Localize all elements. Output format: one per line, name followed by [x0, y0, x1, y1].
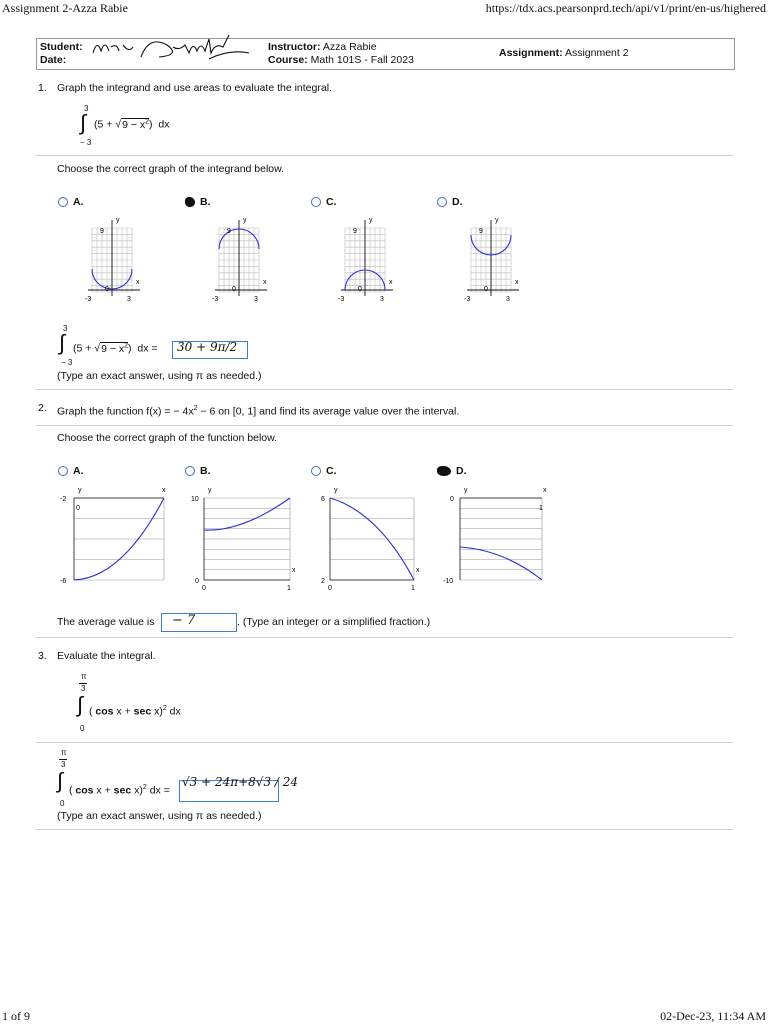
q2-graph-b — [192, 482, 302, 594]
y-axis-label: y — [464, 487, 468, 494]
q2-answer-prefix: The average value is — [57, 616, 155, 628]
q2-handwritten-answer: − 7 — [172, 613, 196, 628]
q2-option-c[interactable]: C. — [311, 465, 337, 477]
x-axis-label: x — [515, 279, 519, 286]
q1-upper-limit: 3 — [84, 104, 89, 113]
integral-sign: ∫ — [57, 768, 64, 793]
y-axis-label: y — [208, 487, 212, 494]
x-tick-label: 0 — [202, 585, 206, 592]
y-axis-label: y — [334, 487, 338, 494]
q3-prompt: Evaluate the integral. — [57, 650, 156, 662]
page-number: 1 of 9 — [2, 1009, 30, 1023]
origin-label: 0 — [105, 286, 109, 293]
q1-option-a[interactable]: A. — [58, 196, 84, 208]
y-tick-label: 10 — [191, 496, 199, 503]
x-axis-label: x — [136, 279, 140, 286]
y-tick-label: 9 — [100, 228, 104, 235]
divider — [36, 389, 733, 390]
q1-hint: (Type an exact answer, using π as needed.) — [57, 370, 262, 382]
y-axis-label: y — [78, 487, 82, 494]
dx-equals: dx = — [137, 342, 158, 355]
q2-graph-a — [62, 482, 172, 586]
course-name: Math 101S - Fall 2023 — [310, 54, 414, 66]
x-tick-label: -3 — [338, 296, 345, 303]
q1-prompt: Graph the integrand and use areas to evaluate the integral. — [57, 82, 332, 94]
origin-label: 0 — [76, 505, 80, 512]
course-row — [268, 54, 414, 66]
print-url: https://tdx.acs.pearsonprd.tech/api/v1/print/en-us/highered — [485, 1, 766, 15]
y-tick-label: 9 — [479, 228, 483, 235]
student-label: Student: — [40, 41, 83, 53]
q3-lower-limit-2: 0 — [60, 799, 65, 808]
q1-graph-b — [207, 212, 277, 304]
q3-upper-num: π — [81, 672, 87, 681]
integral-sign: ∫ — [77, 692, 84, 717]
x-tick-label: 3 — [506, 296, 510, 303]
q2-option-a[interactable]: A. — [58, 465, 84, 477]
info-table — [36, 38, 735, 70]
q1-option-d[interactable]: D. — [437, 196, 463, 208]
origin-label: 0 — [232, 286, 236, 293]
integral-sign: ∫ — [80, 110, 87, 135]
q1-lower-limit: − 3 — [80, 138, 92, 147]
radio-button[interactable] — [311, 466, 321, 476]
x-tick-label: 1 — [539, 505, 543, 512]
divider — [36, 155, 733, 156]
q1-answer-field[interactable] — [172, 341, 248, 359]
q3-integrand: ( cos x + sec x)$^2$ dx — [89, 705, 181, 718]
instructor-name: Azza Rabie — [322, 41, 377, 53]
q2-choose-text: Choose the correct graph of the function below. — [57, 432, 278, 444]
integral-sign: ∫ — [59, 330, 66, 355]
radio-button[interactable] — [311, 197, 321, 207]
instructor-label: Instructor: — [268, 41, 321, 53]
y-tick-label: 2 — [321, 578, 325, 585]
radio-button[interactable] — [58, 197, 68, 207]
q1-integral — [64, 102, 204, 152]
y-axis-label: y — [369, 217, 373, 224]
divider — [36, 425, 733, 426]
y-tick-label: 0 — [450, 496, 454, 503]
q2-answer-field[interactable] — [161, 613, 237, 632]
q1-upper-limit-2: 3 — [63, 324, 68, 333]
y-tick-label: -2 — [60, 496, 67, 503]
y-tick-label: 9 — [227, 228, 231, 235]
q3-integrand-2: ( cos x + sec x)$^2$ dx = — [69, 784, 170, 797]
y-tick-label: -6 — [60, 578, 67, 585]
student-signature — [89, 33, 259, 63]
q2-graph-b-curve — [204, 498, 290, 530]
course-label: Course: — [268, 54, 308, 66]
q3-upper-num-2: π — [61, 748, 67, 757]
q2-graph-c — [318, 482, 428, 594]
y-tick-label: -10 — [443, 578, 454, 585]
x-tick-label: -3 — [464, 296, 471, 303]
print-title: Assignment 2-Azza Rabie — [2, 1, 128, 15]
q2-graph-d — [444, 482, 554, 586]
x-axis-label: x — [416, 567, 420, 574]
q3-hint: (Type an exact answer, using π as needed.) — [57, 810, 262, 822]
q3-number: 3. — [38, 650, 47, 662]
radio-button-selected[interactable] — [437, 466, 451, 476]
q1-handwritten-answer: 30 + 9π/2 — [177, 340, 238, 354]
q2-prompt: Graph the function f(x) = − $4x^2 - 6$ on [0, 1] and find its average value over the interval. — [57, 405, 460, 418]
y-axis-label: y — [116, 217, 120, 224]
x-axis-label: x — [389, 279, 393, 286]
q2-hint: . (Type an integer or a simplified fraction.) — [237, 616, 431, 628]
x-tick-label: 3 — [254, 296, 258, 303]
assignment-label: Assignment: — [499, 47, 563, 59]
q1-integrand-2: $(5 + √9 - x^2)$ dx = — [73, 342, 158, 355]
q2-option-d[interactable]: D. — [437, 465, 467, 477]
y-axis-label: y — [243, 217, 247, 224]
instructor-row — [268, 41, 377, 53]
radio-button[interactable] — [437, 197, 447, 207]
divider — [36, 829, 733, 830]
x-tick-label: 1 — [287, 585, 291, 592]
q3-handwritten-answer: √3 + 24π+8√3 / 24 — [182, 775, 299, 789]
q2-number: 2. — [38, 402, 47, 414]
q3-upper-den: 3 — [81, 684, 86, 693]
y-axis-label: y — [495, 217, 499, 224]
assignment-row — [499, 47, 629, 59]
origin-label: 0 — [484, 286, 488, 293]
q3-answer-row — [55, 748, 185, 810]
x-axis-label: x — [263, 279, 267, 286]
print-timestamp: 02-Dec-23, 11:34 AM — [660, 1009, 766, 1023]
q3-integral — [74, 672, 214, 734]
q1-graph-c — [333, 212, 403, 304]
q1-choose-text: Choose the correct graph of the integrand below. — [57, 163, 285, 175]
y-tick-label: 6 — [321, 496, 325, 503]
radio-button-selected[interactable] — [185, 197, 195, 207]
x-tick-label: 0 — [328, 585, 332, 592]
q1-lower-limit-2: − 3 — [61, 358, 73, 367]
q1-integrand: $(5 + √9 - x^2)$ dx — [94, 118, 170, 131]
q2-option-b[interactable]: B. — [185, 465, 211, 477]
x-axis-label: x — [292, 567, 296, 574]
divider — [36, 637, 733, 638]
x-axis-label: x — [543, 487, 547, 494]
q1-number: 1. — [38, 82, 47, 94]
x-tick-label: -3 — [212, 296, 219, 303]
q3-answer-field[interactable] — [179, 775, 299, 802]
y-tick-label: 9 — [353, 228, 357, 235]
date-label: Date: — [40, 54, 67, 66]
q1-graph-a — [80, 212, 150, 304]
x-tick-label: 3 — [127, 296, 131, 303]
q1-option-c[interactable]: C. — [311, 196, 337, 208]
x-tick-label: -3 — [85, 296, 92, 303]
y-tick-label: 0 — [195, 578, 199, 585]
origin-label: 0 — [358, 286, 362, 293]
radio-button[interactable] — [185, 466, 195, 476]
divider — [36, 742, 733, 743]
q3-lower-limit: 0 — [80, 724, 85, 733]
q2-graph-d-curve — [460, 547, 542, 580]
q1-option-b[interactable]: B. — [185, 196, 211, 208]
q3-upper-den-2: 3 — [61, 760, 66, 769]
x-tick-label: 3 — [380, 296, 384, 303]
q1-graph-d — [459, 212, 529, 304]
x-axis-label: x — [162, 487, 166, 494]
x-tick-label: 1 — [411, 585, 415, 592]
radio-button[interactable] — [58, 466, 68, 476]
assignment-name: Assignment 2 — [564, 47, 629, 59]
